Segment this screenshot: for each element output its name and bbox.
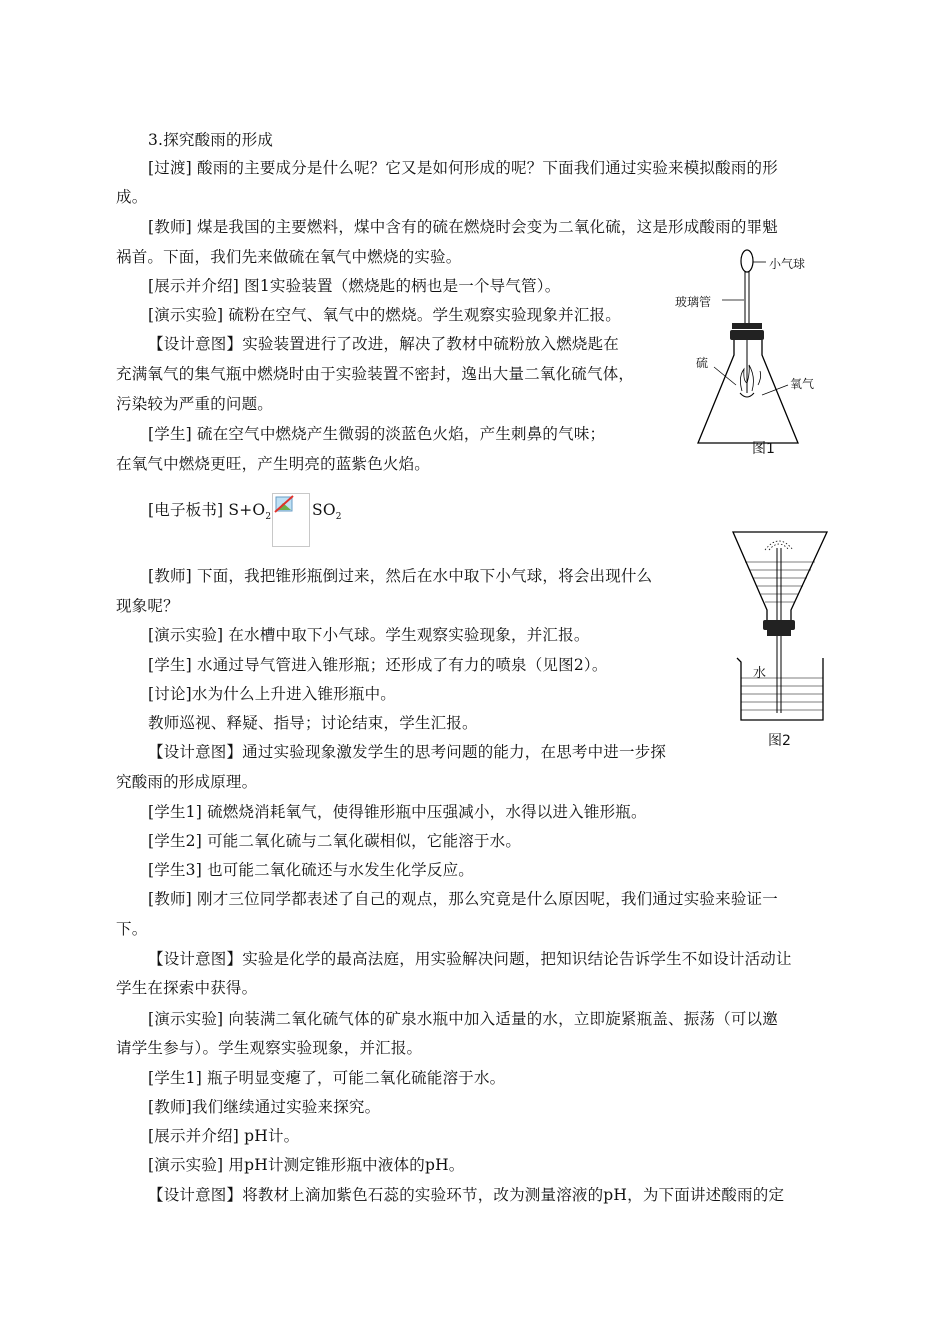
paragraph-student-line1: [学生] 硫在空气中燃烧产生微弱的淡蓝色火焰，产生刺鼻的气味； xyxy=(148,425,606,443)
paragraph-demo3-line2: 请学生参与）。学生观察实验现象，并汇报。 xyxy=(116,1039,423,1057)
label-glass-tube: 玻璃管 xyxy=(675,295,712,309)
label-oxygen: 氧气 xyxy=(790,377,815,391)
figure-2-caption: 图2 xyxy=(768,733,791,749)
equation-prefix: [电子板书] S+O xyxy=(148,501,266,519)
paragraph-teacher3-line1: [教师] 刚才三位同学都表述了自己的观点，那么究竟是什么原因呢，我们通过实验来验证一 xyxy=(148,890,778,908)
figure-1-apparatus xyxy=(670,245,850,460)
paragraph-demo2: [演示实验] 在水槽中取下小气球。学生观察实验现象，并汇报。 xyxy=(148,626,590,644)
paragraph-design-intent3-line1: 【设计意图】实验是化学的最高法庭，用实验解决问题，把知识结论告诉学生不如设计活动让 xyxy=(148,950,792,968)
label-balloon: 小气球 xyxy=(769,257,806,271)
broken-image-icon xyxy=(272,493,310,547)
paragraph-teacher2-line1: [教师] 下面，我把锥形瓶倒过来，然后在水中取下小气球，将会出现什么 xyxy=(148,567,653,585)
paragraph-student-1b: [学生1] 瓶子明显变瘪了，可能二氧化硫能溶于水。 xyxy=(148,1069,506,1087)
paragraph-student-line2: 在氧气中燃烧更旺，产生明亮的蓝紫色火焰。 xyxy=(116,455,431,473)
paragraph-student-3: [学生3] 也可能二氧化硫还与水发生化学反应。 xyxy=(148,861,474,879)
label-sulfur: 硫 xyxy=(696,356,709,370)
paragraph-student-2: [学生2] 可能二氧化硫与二氧化碳相似，它能溶于水。 xyxy=(148,832,522,850)
paragraph-design-intent-line3: 污染较为严重的问题。 xyxy=(116,395,274,413)
paragraph-design-intent-line2: 充满氧气的集气瓶中燃烧时由于实验装置不密封，逸出大量二氧化硫气体， xyxy=(116,365,635,383)
paragraph-teacher-line2: 祸首。下面，我们先来做硫在氧气中燃烧的实验。 xyxy=(116,248,462,266)
paragraph-teacher2-line2: 现象呢？ xyxy=(116,597,179,615)
equation-o2-subscript: 2 xyxy=(265,512,272,523)
paragraph-teacher4: [教师]我们继续通过实验来探究。 xyxy=(148,1098,381,1116)
paragraph-design-intent4: 【设计意图】将教材上滴加紫色石蕊的实验环节，改为测量溶液的pH，为下面讲述酸雨的定 xyxy=(148,1186,785,1204)
equation-product xyxy=(312,500,342,527)
paragraph-design-intent2-line2: 究酸雨的形成原理。 xyxy=(116,773,258,791)
paragraph-teacher-line1: [教师] 煤是我国的主要燃料，煤中含有的硫在燃烧时会变为二氧化硫，这是形成酸雨的罪魁 xyxy=(148,218,778,236)
equation-product-subscript: 2 xyxy=(335,512,342,523)
paragraph-design-intent2-line1: 【设计意图】通过实验现象激发学生的思考问题的能力，在思考中进一步探 xyxy=(148,743,667,761)
figure-1-caption: 图1 xyxy=(752,441,775,457)
paragraph-design-intent-line1: 【设计意图】实验装置进行了改进，解决了教材中硫粉放入燃烧匙在 xyxy=(148,335,620,353)
label-water: 水 xyxy=(753,666,767,681)
figure-2-apparatus xyxy=(725,528,835,728)
paragraph-teacher3-line2: 下。 xyxy=(116,920,148,938)
paragraph-design-intent3-line2: 学生在探索中获得。 xyxy=(116,979,258,997)
equation-product-text: SO xyxy=(312,501,336,519)
paragraph-show-ph-meter: [展示并介绍] pH计。 xyxy=(148,1127,300,1145)
equation-line xyxy=(148,500,271,527)
paragraph-demo-ph: [演示实验] 用pH计测定锥形瓶中液体的pH。 xyxy=(148,1156,465,1174)
paragraph-transition-line1: [过渡] 酸雨的主要成分是什么呢？它又是如何形成的呢？下面我们通过实验来模拟酸雨的形 xyxy=(148,159,778,177)
paragraph-demo-experiment: [演示实验] 硫粉在空气、氧气中的燃烧。学生观察实验现象并汇报。 xyxy=(148,306,621,324)
paragraph-teacher-patrol: 教师巡视、释疑、指导；讨论结束，学生汇报。 xyxy=(148,714,478,732)
paragraph-discussion: [讨论]水为什么上升进入锥形瓶中。 xyxy=(148,685,396,703)
paragraph-demo3-line1: [演示实验] 向装满二氧化硫气体的矿泉水瓶中加入适量的水，立即旋紧瓶盖、振荡（可以邀 xyxy=(148,1010,778,1028)
section-title: 3.探究酸雨的形成 xyxy=(148,131,274,149)
paragraph-show-introduce: [展示并介绍] 图1实验装置（燃烧匙的柄也是一个导气管）。 xyxy=(148,277,561,295)
paragraph-transition-line2: 成。 xyxy=(116,188,148,206)
paragraph-student-1: [学生1] 硫燃烧消耗氧气，使得锥形瓶中压强减小，水得以进入锥形瓶。 xyxy=(148,803,647,821)
paragraph-student2: [学生] 水通过导气管进入锥形瓶；还形成了有力的喷泉（见图2）。 xyxy=(148,656,608,674)
